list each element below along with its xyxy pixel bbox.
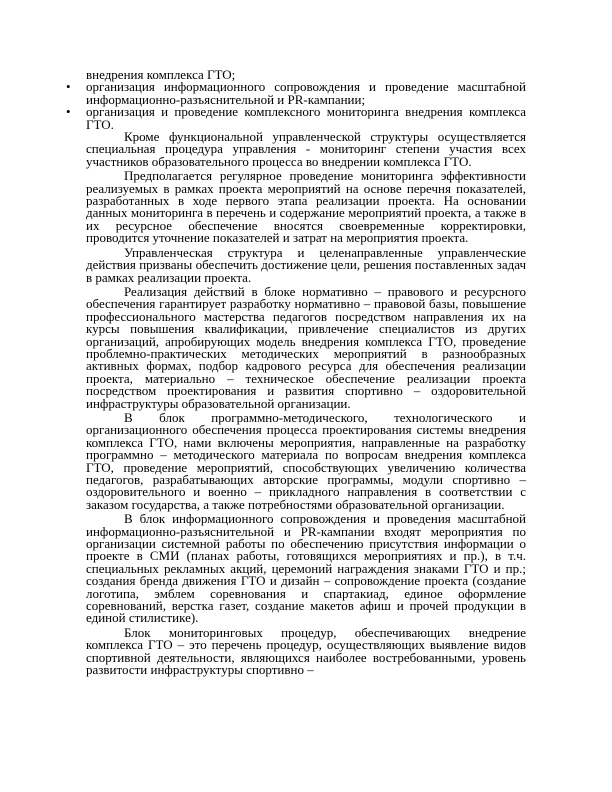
paragraph: В блок программно-методического, технологического и организационного обеспечения процесса проектирования системы внедрения комплекса ГТО, нами включены мероприятия, направленные на разработку программно – методического материала по вопросам внедрения комплекса ГТО, проведение мероприятий, способствующих увеличению количества педагогов, разрабатывающих авторские программы, модули спортивно – оздоровительного и военно – прикладного направления в соответствии с заказом государства, а также потребностями образовательной организации. <box>86 409 526 512</box>
document-body <box>86 69 526 677</box>
paragraph: Предполагается регулярное проведение мониторинга эффективности реализуемых в рамках проекта мероприятий на основе перечня показателей, разработанных в ходе первого этапа реализации проекта. На основании данных мониторинга в перечень и содержание мероприятий проекта, а также в их ресурсное обеспечение вносятся своевременные корректировки, проводится уточнение показателей и затрат на мероприятия проекта. <box>86 168 526 246</box>
bullet-item: • организация и проведение комплексного мониторинга внедрения комплекса ГТО. <box>86 106 526 131</box>
paragraph: Управленческая структура и целенаправленные управленческие действия призваны обеспечить достижение цели, решения поставленных задач в рамках реализации проекта. <box>86 244 526 285</box>
paragraph: Блок мониторинговых процедур, обеспечивающих внедрение комплекса ГТО – это перечень процедур, осуществляющих выявление видов спортивной деятельности, являющихся наиболее востребованными, уровень развитости инфраструктуры спортивно – <box>86 624 526 678</box>
bullet-list <box>86 81 526 131</box>
bullet-item: • организация информационного сопровождения и проведение масштабной информационно-разъяснительной и PR-кампании; <box>86 81 526 106</box>
text-line-top: внедрения комплекса ГТО; <box>86 67 236 82</box>
paragraph: В блок информационного сопровождения и проведения масштабной информационно-разъяснительной и PR-кампании входят мероприятия по организации системной работы по обеспечению присутствия информации о проекте в СМИ (планах работы, готовящихся мероприятиях и пр.), в т.ч. специальных рекламных акций, церемоний награждения знаками ГТО и пр.; создания бренда движения ГТО и дизайн – сопровождение проекта (создание логотипа, эмблем соревнования и спартакиад, единое оформление соревнований, верстка газет, создание макетов афиш и прочей продукции в единой стилистике). <box>86 511 526 626</box>
paragraph: Реализация действий в блоке нормативно – правового и ресурсного обеспечения гарантирует разработку нормативно – правовой базы, повышение профессионального мастерства педагогов посредством направления их на курсы повышения квалификации, привлечение специалистов из других организаций, апробирующих модель внедрения комплекса ГТО, проведение проблемно-практических методических мероприятий в разнообразных активных формах, подбор кадрового ресурса для обеспечения реализации проекта, материально – техническое обеспечение реализации проекта посредством проектирования и развития спортивно – оздоровительной инфраструктуры образовательной организации. <box>86 283 526 411</box>
paragraph: Кроме функциональной управленческой структуры осуществляется специальная процедура управления - мониторинг степени участия всех участников образовательного процесса во внедрении комплекса ГТО. <box>86 129 526 169</box>
